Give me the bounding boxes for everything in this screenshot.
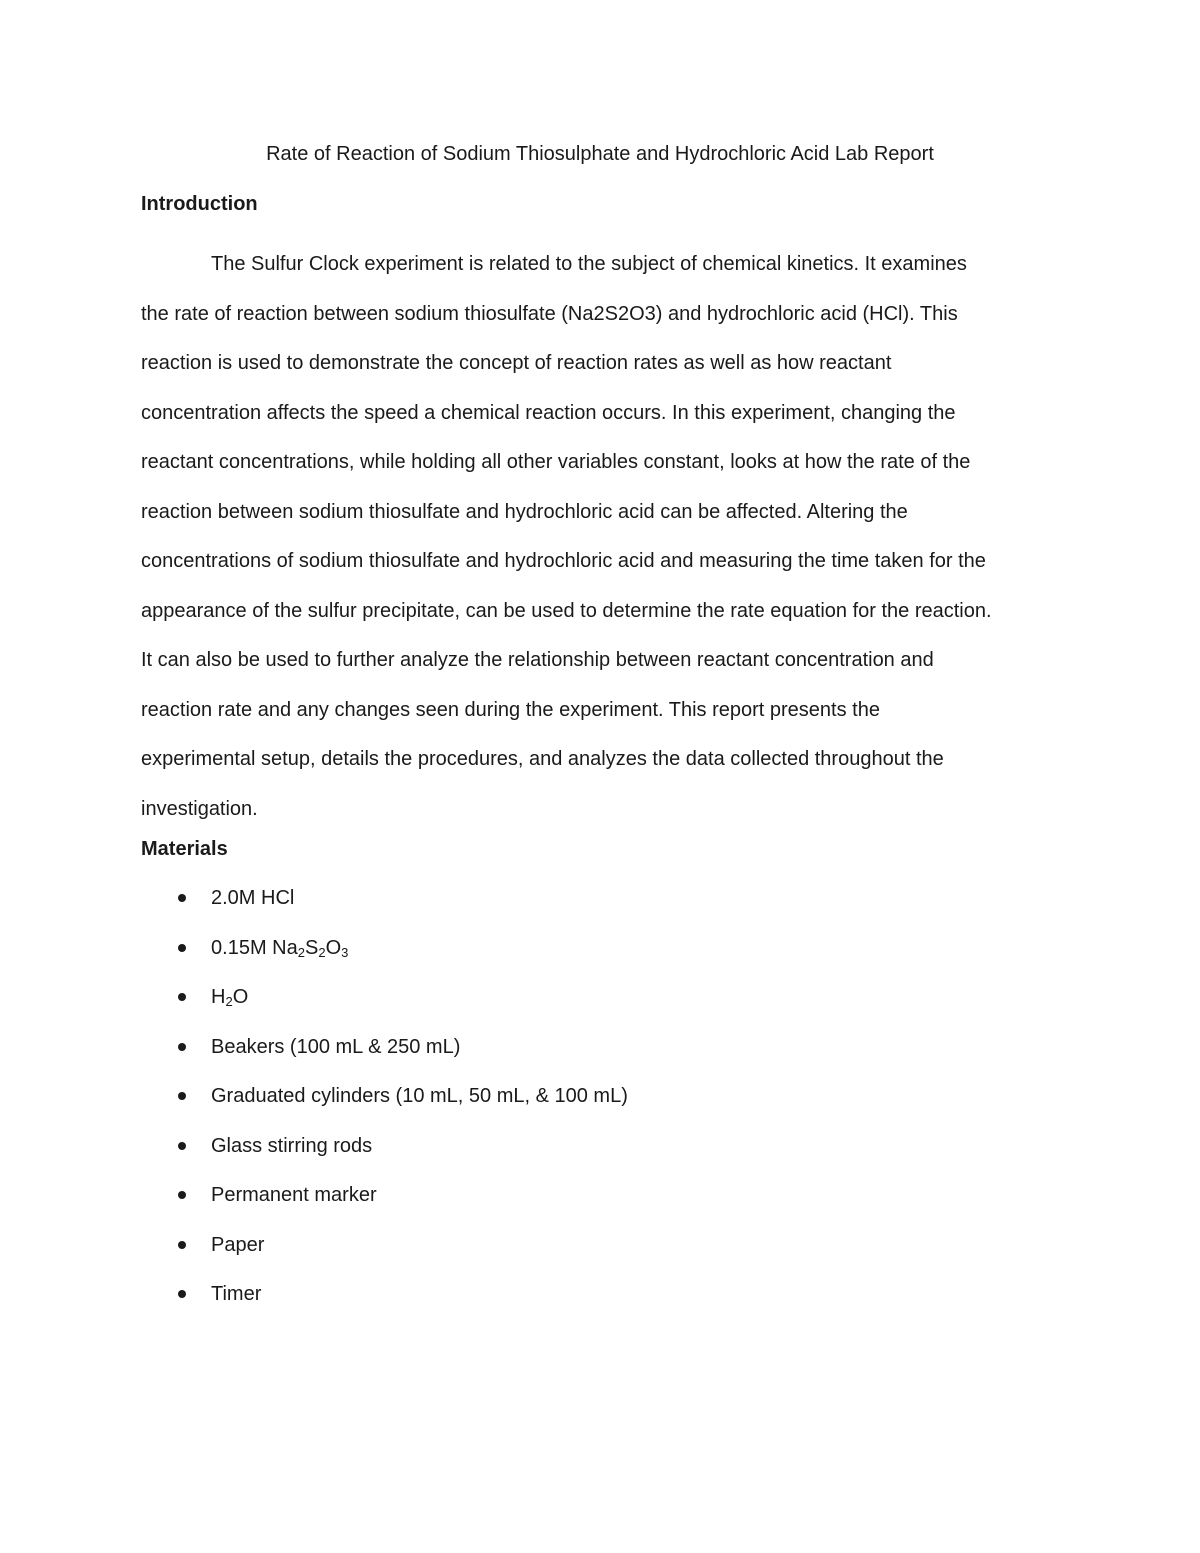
document-title: Rate of Reaction of Sodium Thiosulphate and Hydrochloric Acid Lab Report bbox=[266, 143, 934, 165]
paragraph-line: It can also be used to further analyze the relationship between reactant concentration and bbox=[141, 649, 934, 671]
paragraph-line: reaction is used to demonstrate the concept of reaction rates as well as how reactant bbox=[141, 352, 892, 374]
list-item bbox=[141, 1132, 1041, 1182]
materials-list bbox=[141, 884, 1041, 1330]
list-item-text: Graduated cylinders (10 mL, 50 mL, & 100 mL) bbox=[211, 1085, 628, 1107]
bullet-icon bbox=[178, 1092, 186, 1100]
list-item-text: Paper bbox=[211, 1233, 265, 1256]
bullet-icon bbox=[178, 993, 186, 1001]
paragraph-line: appearance of the sulfur precipitate, can be used to determine the rate equation for the reaction. bbox=[141, 599, 992, 622]
list-item bbox=[141, 1033, 1041, 1083]
list-item bbox=[141, 1082, 1041, 1132]
bullet-icon bbox=[178, 894, 186, 902]
bullet-icon bbox=[178, 1241, 186, 1249]
list-item-text: Glass stirring rods bbox=[211, 1134, 373, 1157]
bullet-icon bbox=[178, 1191, 186, 1199]
bullet-icon bbox=[178, 1043, 186, 1051]
list-item bbox=[141, 934, 1041, 984]
list-item-text: 0.15M $Na_2S_2O_3$ bbox=[211, 936, 349, 960]
list-item bbox=[141, 1280, 1041, 1330]
list-item-text: Beakers (100 mL & 250 mL) bbox=[211, 1035, 461, 1058]
paragraph-line: concentrations of sodium thiosulfate and hydrochloric acid and measuring the time taken for the bbox=[141, 550, 986, 572]
paragraph-line: investigation. bbox=[141, 797, 258, 820]
bullet-icon bbox=[178, 1290, 186, 1298]
materials-heading: Materials bbox=[141, 838, 228, 860]
list-item bbox=[141, 884, 1041, 934]
list-item-text: $H_2O$ bbox=[211, 986, 249, 1009]
paragraph-line: reactant concentrations, while holding all other variables constant, looks at how the rate of the bbox=[141, 451, 971, 473]
list-item-text: Permanent marker bbox=[211, 1184, 377, 1206]
paragraph-line: reaction rate and any changes seen during the experiment. This report presents the bbox=[141, 698, 880, 721]
list-item bbox=[141, 1181, 1041, 1231]
bullet-icon bbox=[178, 1142, 186, 1150]
paragraph-line: the rate of reaction between sodium thiosulfate (Na2S2O3) and hydrochloric acid (HCl). This bbox=[141, 302, 958, 325]
bullet-icon bbox=[178, 944, 186, 952]
list-item bbox=[141, 1231, 1041, 1281]
paragraph-line: concentration affects the speed a chemical reaction occurs. In this experiment, changing the bbox=[141, 401, 956, 424]
list-item-text: Timer bbox=[211, 1283, 262, 1305]
introduction-heading: Introduction bbox=[141, 193, 258, 215]
paragraph-line: experimental setup, details the procedures, and analyzes the data collected throughout the bbox=[141, 748, 944, 770]
list-item-text: 2.0M HCl bbox=[211, 887, 295, 909]
paragraph-line: reaction between sodium thiosulfate and hydrochloric acid can be affected. Altering the bbox=[141, 500, 908, 523]
paragraph-line: The Sulfur Clock experiment is related to the subject of chemical kinetics. It examines bbox=[211, 253, 967, 275]
introduction-paragraph bbox=[141, 240, 1071, 834]
list-item bbox=[141, 983, 1041, 1033]
